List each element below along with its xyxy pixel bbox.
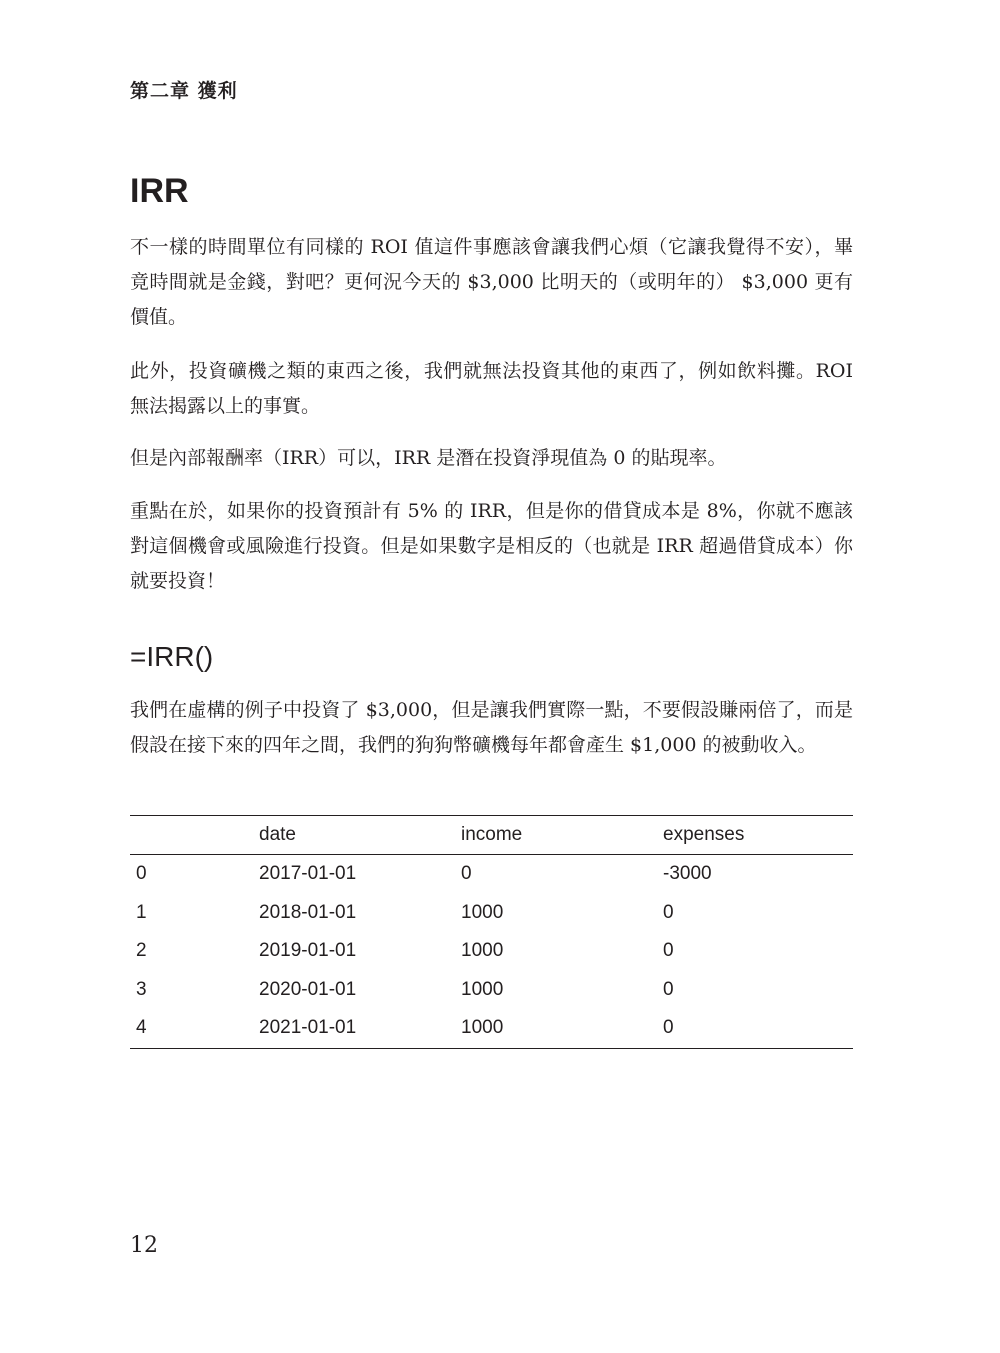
section-heading: IRR <box>130 172 189 210</box>
paragraph: 但是內部報酬率（IRR）可以，IRR 是潛在投資淨現值為 0 的貼現率。 <box>130 447 727 469</box>
column-header-expenses: expenses <box>663 816 853 855</box>
date-cell: 2020-01-01 <box>259 978 357 1000</box>
income-cell: 0 <box>461 863 472 885</box>
row-index-cell: 4 <box>136 1017 147 1039</box>
income-cell: 1000 <box>461 978 504 1000</box>
row-index-cell: 0 <box>136 863 147 885</box>
expenses-cell: -3000 <box>663 863 712 885</box>
table-row <box>130 971 853 1010</box>
table-header-row <box>130 816 853 855</box>
date-cell: 2019-01-01 <box>259 940 357 962</box>
book-page <box>130 0 853 1353</box>
table-row <box>130 894 853 933</box>
paragraph: 我們在虛構的例子中投資了 $3,000，但是讓我們實際一點，不要假設賺兩倍了，而是假設在接下來的四年之間，我們的狗狗幣礦機每年都會產生 $1,000 的被動收入。 <box>130 699 853 756</box>
income-cell: 1000 <box>461 940 504 962</box>
row-index-cell: 3 <box>136 978 147 1000</box>
cashflow-table <box>130 815 853 1049</box>
paragraph: 不一樣的時間單位有同樣的 ROI 值這件事應該會讓我們心煩（它讓我覺得不安），畢竟時間就是金錢，對吧？更何況今天的 $3,000 比明天的（或明年的） $3,000 更有價值。 <box>130 236 853 328</box>
expenses-cell: 0 <box>663 1017 674 1039</box>
expenses-cell: 0 <box>663 978 674 1000</box>
page-number: 12 <box>130 1233 158 1258</box>
table-row <box>130 932 853 971</box>
subsection-heading: =IRR() <box>130 641 214 672</box>
table-row <box>130 855 853 894</box>
column-header-income: income <box>461 816 663 855</box>
expenses-cell: 0 <box>663 901 674 923</box>
chapter-header: 第二章 獲利 <box>130 80 238 102</box>
row-index-cell: 1 <box>136 901 147 923</box>
column-header-index <box>130 816 259 855</box>
column-header-date: date <box>259 816 461 855</box>
date-cell: 2021-01-01 <box>259 1017 357 1039</box>
paragraph: 重點在於，如果你的投資預計有 5% 的 IRR，但是你的借貸成本是 8%，你就不應該對這個機會或風險進行投資。但是如果數字是相反的（也就是 IRR 超過借貸成本）你就要投資！ <box>130 500 853 592</box>
expenses-cell: 0 <box>663 940 674 962</box>
income-cell: 1000 <box>461 1017 504 1039</box>
paragraph: 此外，投資礦機之類的東西之後，我們就無法投資其他的東西了，例如飲料攤。ROI 無法揭露以上的事實。 <box>130 360 853 417</box>
date-cell: 2018-01-01 <box>259 901 357 923</box>
row-index-cell: 2 <box>136 940 147 962</box>
income-cell: 1000 <box>461 901 504 923</box>
table-row <box>130 1009 853 1048</box>
date-cell: 2017-01-01 <box>259 863 357 885</box>
